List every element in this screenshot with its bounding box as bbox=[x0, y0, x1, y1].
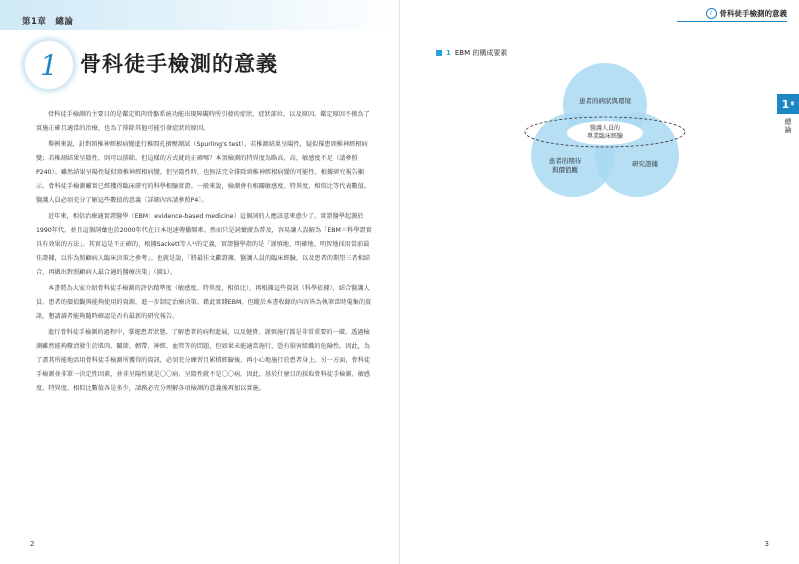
figure-label bbox=[436, 48, 507, 58]
paragraph: 骨科徒手檢測的主要目的是鑑定肌肉骨骼系統功能出現障礙時所引發的症狀、症狀部位，以及原因。鑑定原因不僅為了實施正確且適當的治療，也為了排除其他可能引發症狀的原因。 bbox=[36, 111, 370, 132]
page-number-left: 2 bbox=[30, 540, 35, 548]
chapter-tab bbox=[777, 94, 799, 114]
paragraph: 本書將為大家介紹骨科徒手檢測的評估精準度（敏感度、特異度、相似比），再根據這些資訊（科學依據），結合醫護人員、患者的價值觀與能夠使用的資源，進一步制定治療決策。藉此實踐EBM。但縱於本書收錄的內容皆為執筆當時蒐集的資訊，懇請讀者能夠隨時確認是否有最新的研究報告。 bbox=[36, 285, 372, 320]
running-header-title: 骨科徒手檢測的意義 bbox=[719, 9, 787, 18]
title-number: 1 bbox=[40, 48, 58, 82]
left-page bbox=[0, 0, 399, 564]
running-header-rule bbox=[677, 21, 787, 22]
title-number-badge bbox=[24, 40, 74, 90]
venn-label-left-2: 與價值觀 bbox=[552, 166, 578, 174]
chapter-tab-label: 總論 bbox=[784, 118, 792, 134]
chapter-header: 第1章 總論 bbox=[22, 17, 74, 27]
venn-label-center-1: 醫護人員的 bbox=[589, 125, 621, 132]
paragraph: 舉例來說，針對頸椎神經根病變進行椎間孔擠壓測試（Spurling's test）。若椎測結果呈陽性，疑似罹患頸椎神經根病變；若椎測結果呈陰性，則可以排除。但這樣的方式就的正確嗎？本頂檢測的特異度為略高、高，敏感度不足（請參照P240）。雖然結果呈陽性疑似頸椎神經根病變，但呈陰性時，也無法完全排除頸椎神經根病變的可能性。根據研究報告顯示，骨科徒手檢測雖實已經獲得臨床研究的科學根驗實證。一般來說，檢測會有相關敏感度、特異度、相似比等代表數值。醫護人員必須充分了解這些數值的意義〔詳細內容請參照P4〕。 bbox=[36, 141, 371, 204]
venn-label-left-1: 患者的期待 bbox=[548, 157, 582, 165]
page-title: 骨科徒手檢測的意義 bbox=[80, 51, 278, 76]
figure-title: EBM 的構成要素 bbox=[454, 49, 508, 57]
ebm-venn-diagram bbox=[510, 55, 700, 205]
chapter-tab-number: 1 bbox=[781, 97, 790, 111]
chapter-tab-suffix: 章 bbox=[790, 101, 795, 106]
running-header bbox=[706, 8, 788, 19]
venn-label-top: 患者的病狀與環境 bbox=[579, 97, 631, 105]
figure-marker-icon bbox=[436, 50, 442, 56]
info-icon: i bbox=[706, 8, 717, 19]
paragraph: 近年來，相信治療適實證醫學（EBM：evidence-based medicine）這個詞的人應該意來愈少了。實證醫學起源於1990年代，並且這個詞彙也於2000年代在日本迅速傳播開來。然而只是詞彙廣為普及，容易讓人誤解為「EBM＝科學證實具有效果的方法」。其實這是不正確的，根據Sackett等人¹⁾的定義，實證醫學指的是「謹慎地、明確地、明智地採用當前最佳證據，以作為照顧病人臨床決策之參考」。也就是說，「將最佳文獻證據、醫護人員的臨床經驗，以及患者的期望三者相結合，再做出對照顧病人最合適的醫療決策」（圖1）。 bbox=[36, 213, 372, 276]
venn-label-right: 研究證據 bbox=[632, 160, 658, 168]
body-text bbox=[36, 108, 372, 398]
paragraph: 進行骨科徒手檢測的過程中，掌握患者狀態，了解患者的病程進展，以及健貴、謹慎施行都是非常重要的一環。透過檢測雖然能夠釐清發生於肌肉、關節、韌帶、神經、血管等的問題，但如果未能適當施行，恐有損害組織的危險性。因此，為了盡其所能地活用骨科徒手檢測所獲得的資訊，必須充分練習且累積經驗後，再小心地施行於患者身上。另一方面，骨科徒手檢測並非單一決定性因素，並非呈陽性就是〇〇病，呈陰性就不是〇〇病。因此，基於什麼目的採取骨科徒手檢測、敏感度、特異度、相似比數值各是多少，請務必充分理解各項檢測的意義後再加以實施。 bbox=[36, 329, 371, 392]
right-page bbox=[400, 0, 799, 564]
page-number-right: 3 bbox=[764, 540, 769, 548]
figure-number: 1 bbox=[446, 49, 451, 57]
venn-label-center-2: 專業臨床經驗 bbox=[586, 133, 624, 140]
